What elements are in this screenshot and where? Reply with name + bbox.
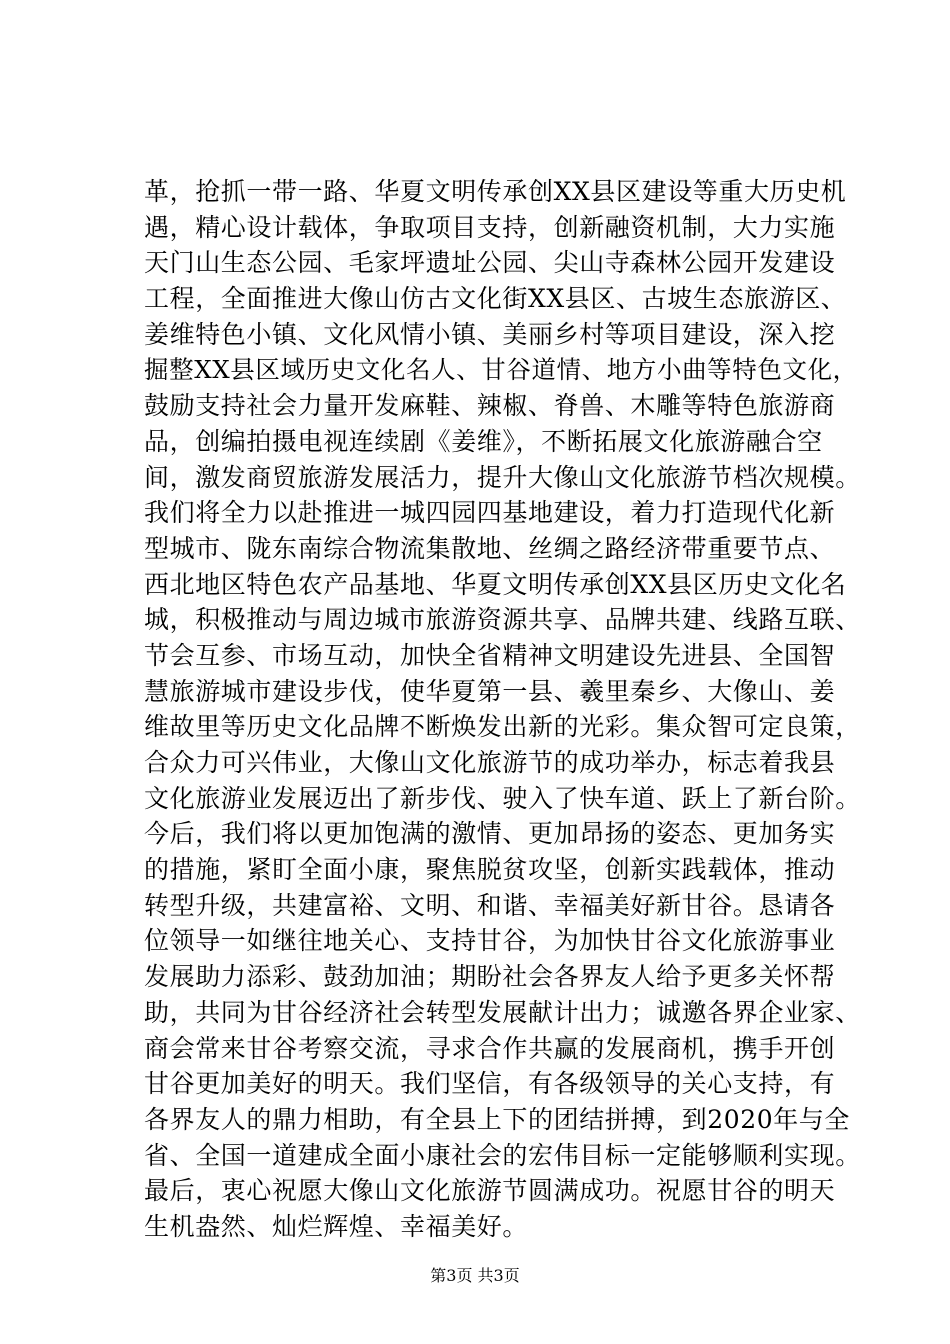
text-line: 助，共同为甘谷经济社会转型发展献计出力；诚邀各界企业家、 — [144, 997, 861, 1027]
text-line: 位领导一如继往地关心、支持甘谷，为加快甘谷文化旅游事业 — [144, 926, 836, 956]
text-line: 慧旅游城市建设步伐，使华夏第一县、羲里秦乡、大像山、姜 — [144, 676, 836, 706]
text-line: 维故里等历史文化品牌不断焕发出新的光彩。集众智可定良策， — [144, 712, 861, 742]
text-line: 节会互参、市场互动，加快全省精神文明建设先进县、全国智 — [144, 640, 836, 670]
text-line: 品，创编拍摄电视连续剧《姜维》，不断拓展文化旅游融合空 — [144, 426, 823, 456]
text-line: 合众力可兴伟业，大像山文化旅游节的成功举办，标志着我县 — [144, 748, 836, 777]
text-line: 发展助力添彩、鼓劲加油；期盼社会各界友人给予更多关怀帮 — [144, 962, 836, 992]
text-line: 今后，我们将以更加饱满的激情、更加昂扬的姿态、更加务实 — [144, 819, 836, 849]
text-line: 工程，全面推进大像山仿古文化街XX县区、古坡生态旅游区、 — [144, 284, 847, 314]
text-line: 姜维特色小镇、文化风情小镇、美丽乡村等项目建设，深入挖 — [144, 319, 836, 349]
text-line: 甘谷更加美好的明天。我们坚信，有各级领导的关心支持，有 — [144, 1069, 836, 1099]
page-footer — [0, 1266, 950, 1286]
text-line: 省、全国一道建成全面小康社会的宏伟目标一定能够顺利实现。 — [144, 1140, 861, 1170]
text-line: 最后，衷心祝愿大像山文化旅游节圆满成功。祝愿甘谷的明天 — [144, 1176, 836, 1206]
text-line: 商会常来甘谷考察交流，寻求合作共赢的发展商机，携手开创 — [144, 1033, 836, 1063]
text-line: 西北地区特色农产品基地、华夏文明传承创XX县区历史文化名 — [144, 569, 847, 599]
text-line: 我们将全力以赴推进一城四园四基地建设，着力打造现代化新 — [144, 498, 836, 528]
text-line: 遇，精心设计载体，争取项目支持，创新融资机制，大力实施 — [144, 212, 836, 242]
text-line: 转型升级，共建富裕、文明、和谐、幸福美好新甘谷。恳请各 — [144, 890, 836, 920]
text-line: 鼓励支持社会力量开发麻鞋、辣椒、脊兽、木雕等特色旅游商 — [144, 391, 836, 421]
text-line: 革，抢抓一带一路、华夏文明传承创XX县区建设等重大历史机 — [144, 177, 847, 206]
text-line: 型城市、陇东南综合物流集散地、丝绸之路经济带重要节点、 — [144, 533, 836, 563]
text-line: 各界友人的鼎力相助，有全县上下的团结拼搏，到2020年与全 — [144, 1104, 851, 1134]
text-line: 城，积极推动与周边城市旅游资源共享、品牌共建、线路互联、 — [144, 605, 861, 635]
text-line: 生机盎然、灿烂辉煌、幸福美好。 — [144, 1211, 529, 1241]
page-number: 第3页 共3页 — [430, 1266, 520, 1285]
text-line: 掘整XX县区域历史文化名人、甘谷道情、地方小曲等特色文化， — [144, 355, 858, 385]
text-line: 天门山生态公园、毛家坪遗址公园、尖山寺森林公园开发建设 — [144, 248, 836, 278]
body-text — [144, 174, 864, 1245]
text-line: 文化旅游业发展迈出了新步伐、驶入了快车道、跃上了新台阶。 — [144, 783, 861, 813]
text-line: 的措施，紧盯全面小康，聚焦脱贫攻坚，创新实践载体，推动 — [144, 855, 836, 885]
text-line: 间，激发商贸旅游发展活力，提升大像山文化旅游节档次规模。 — [144, 462, 861, 492]
